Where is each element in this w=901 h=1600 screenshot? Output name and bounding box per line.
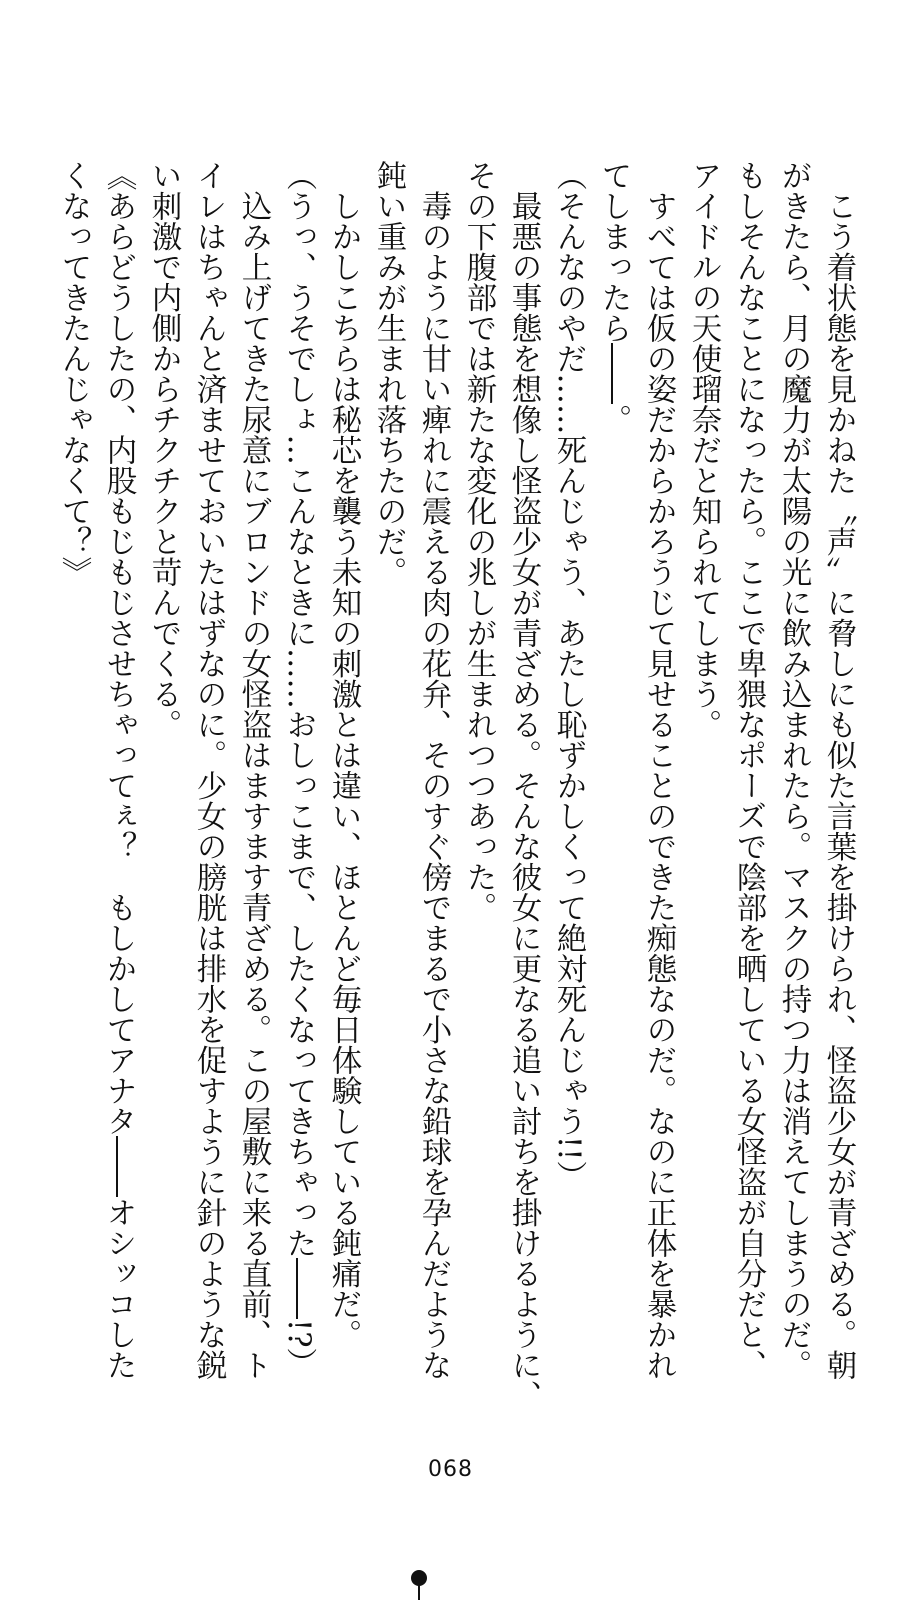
text-line-9: その下腹部では新たな変化の兆しが生まれつつあった。 (461, 160, 496, 923)
text-line-14: 込み上げてきた尿意にブロンドの女怪盗はますます青ざめる。この屋敷に来る直前、ト (236, 160, 271, 1380)
text-line-2: がきたら、月の魔力が太陽の光に飲み込まれたら。マスクの持つ力は消えてしまうのだ。 (776, 160, 811, 1380)
page-marker-pin-icon (411, 1570, 429, 1600)
text-line-8: 最悪の事態を想像し怪盗少女が青ざめる。そんな彼女に更なる追い討ちを掛けるように、 (506, 160, 541, 1411)
text-line-16: い刺激で内側からチクチクと苛んでくる。 (146, 160, 181, 740)
text-line-11: 鈍い重みが生まれ落ちたのだ。 (371, 160, 406, 587)
text-line-18: くなってきたんじゃなくて？》 (56, 160, 91, 587)
text-line-4: アイドルの天使瑠奈だと知られてしまう。 (686, 160, 721, 740)
text-line-10: 毒のように甘い痺れに震える肉の花弁、そのすぐ傍でまるで小さな鉛球を孕んだような (416, 160, 451, 1380)
text-line-17: 《あらどうしたの、内股もじもじさせちゃってぇ？ もしかしてアナタ――オシッコした (101, 160, 136, 1380)
text-line-1: こう着状態を見かねた〝声〟に脅しにも似た言葉を掛けられ、怪盗少女が青ざめる。朝 (821, 160, 856, 1380)
text-line-3: もしそんなことになったら。ここで卑猥なポーズで陰部を晒している女怪盗が自分だと、 (731, 160, 766, 1380)
text-line-5: すべては仮の姿だからかろうじて見せることのできた痴態なのだ。なのに正体を暴かれ (641, 160, 676, 1380)
text-line-7: （そんなのやだ……死んじゃう、あたし恥ずかしくって絶対死んじゃう!!） (551, 160, 586, 1192)
vertical-text-body (51, 160, 861, 1411)
page-number: 068 (428, 1457, 473, 1482)
text-line-12: しかしこちらは秘芯を襲う未知の刺激とは違い、ほとんど毎日体験している鈍痛だ。 (326, 160, 361, 1350)
marker-line (418, 1580, 420, 1600)
text-line-15: イレはちゃんと済ませておいたはずなのに。少女の膀胱は排水を促すように針のような鋭 (191, 160, 226, 1380)
text-line-6: てしまったら――。 (596, 160, 631, 435)
text-line-13: （うっ、うそでしょ…こんなときに……おしっこまで、したくなってきちゃった――!?） (281, 160, 316, 1379)
